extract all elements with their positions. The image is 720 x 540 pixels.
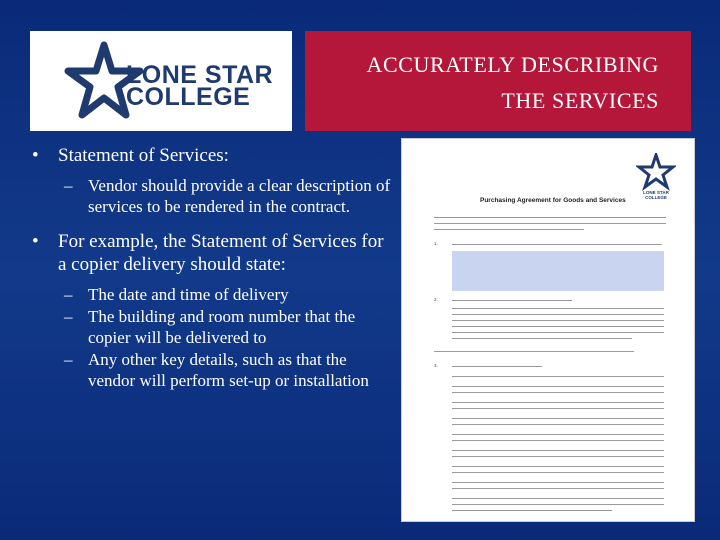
sub-bullet-item [32,306,392,348]
bullet-item [32,144,392,167]
statement-of-services-field [452,251,664,291]
dash-icon: – [64,350,73,369]
section-number: 1. [434,241,438,246]
sub-bullet-text: The date and time of delivery [88,285,289,304]
sub-bullet-item [32,284,392,305]
sub-bullet-item [32,349,392,391]
bullet-dot-icon: • [32,145,39,166]
document-title: Purchasing Agreement for Goods and Services [480,197,626,204]
title-line-2: THE SERVICES [501,88,659,113]
svg-text:LONE STAR: LONE STAR [643,190,669,195]
logo-wordmark [126,61,274,111]
sub-bullet-item [32,175,392,217]
logo-panel [30,31,292,131]
sub-bullet-text: Vendor should provide a clear description of services to be rendered in the contract. [88,176,391,216]
bullet-list [32,144,392,392]
bullet-text: Statement of Services: [58,145,229,166]
dash-icon: – [64,176,73,195]
title-line-1: ACCURATELY DESCRIBING [366,52,659,77]
bullet-text: For example, the Statement of Services for a copier delivery should state: [58,231,384,275]
sub-bullet-text: Any other key details, such as that the vendor will perform set-up or installation [88,350,369,390]
bullet-item [32,230,392,276]
slide-title [299,47,659,119]
agreement-document-image [401,138,695,522]
svg-text:COLLEGE: COLLEGE [645,195,667,200]
sub-bullet-text: The building and room number that the copier will be delivered to [88,307,356,347]
section-number: 3. [434,363,438,368]
document-logo-icon [636,153,676,201]
logo-line-2: COLLEGE [126,83,251,111]
logo-line-1: LONE STAR [126,61,274,89]
bullet-dot-icon: • [32,231,39,252]
dash-icon: – [64,285,73,304]
dash-icon: – [64,307,73,326]
section-number: 2. [434,297,438,302]
title-panel [305,31,691,131]
